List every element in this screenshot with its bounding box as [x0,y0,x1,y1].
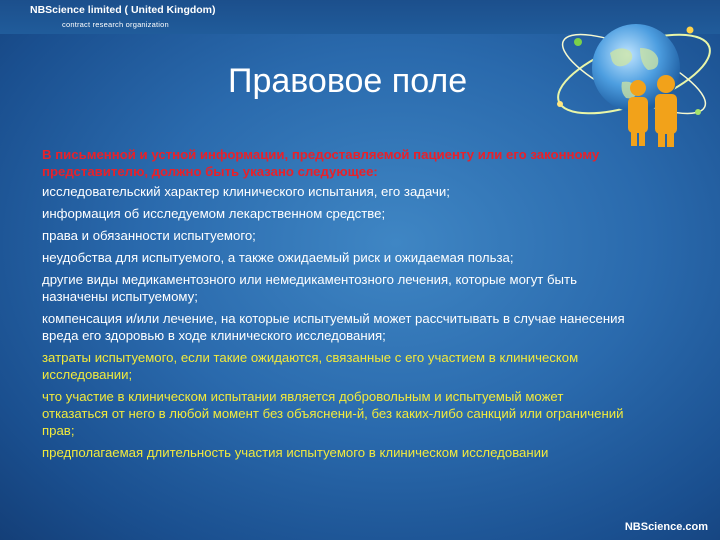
list-item: что участие в клиническом испытании является добровольным и испытуемый может отказаться от него в любой момент без объяснени-й, без каких-либо санкций или ограничений прав; [42,389,624,438]
list-item: предполагаемая длительность участия испытуемого в клиническом исследовании [42,445,549,460]
list-item: исследовательский характер клинического испытания, его задачи; [42,184,450,199]
slide-title: Правовое поле [228,62,468,100]
company-name: NBScience limited ( United Kingdom) [30,4,216,16]
list-item: неудобства для испытуемого, а также ожидаемый риск и ожидаемая польза; [42,250,514,265]
list-item: затраты испытуемого, если такие ожидаются, связанные с его участием в клиническом исследовании; [42,350,579,382]
lead-text: В письменной и устной информации, предоставляемой пациенту или его законному представителю, должно быть указано следующее: [42,147,600,179]
footer-site: NBScience.com [624,521,708,533]
slide-content [42,146,627,466]
list-item: компенсация и/или лечение, на которые испытуемый может рассчитывать в случае нанесения вреда его здоровью в ходе клинического исследования; [42,311,625,343]
list-item: информация об исследуемом лекарственном средстве; [42,206,386,221]
globe-people-logo [548,8,720,148]
company-tagline: contract research organization [62,20,169,29]
list-item: другие виды медикаментозного или немедикаментозного лечения, которые могут быть назначены испытуемому; [42,272,577,304]
list-item: права и обязанности испытуемого; [42,228,256,243]
